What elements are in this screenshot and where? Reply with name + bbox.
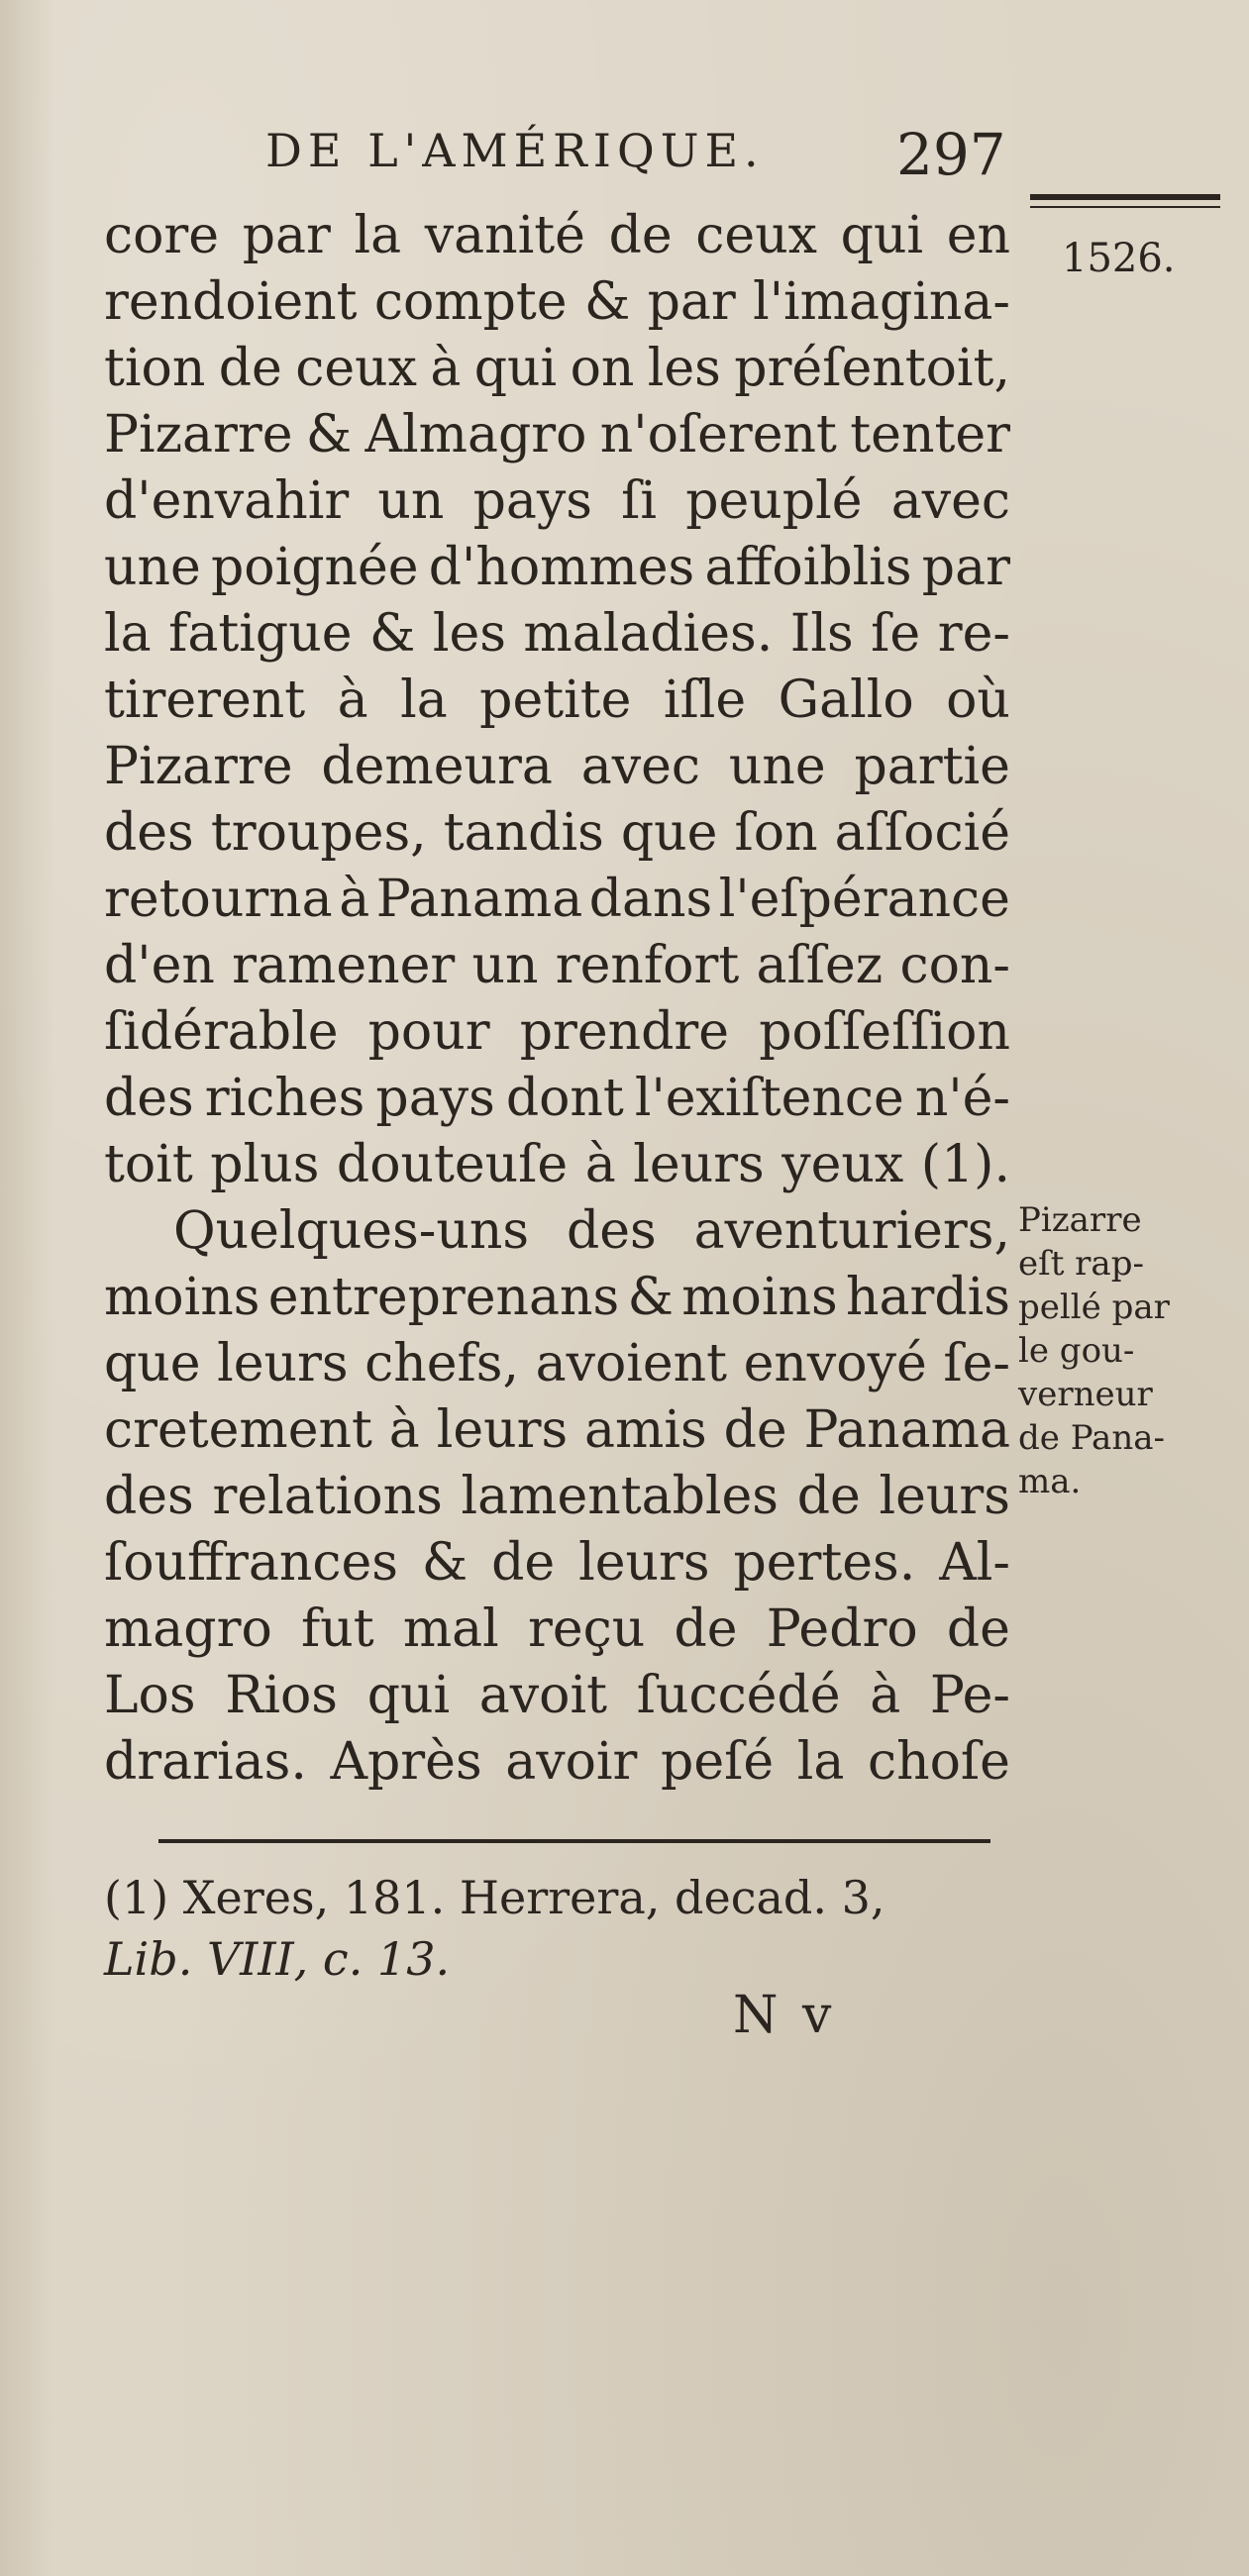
text-line: rendoient compte & par l'imagina- <box>104 272 1010 332</box>
text-line: d'en ramener un renfort aſſez con- <box>104 936 1010 995</box>
margin-note-line: pellé par <box>1018 1288 1170 1327</box>
footnote-line: Lib. VIII, c. 13. <box>104 1932 451 1986</box>
running-title: DE L'AMÉRIQUE. <box>265 124 765 177</box>
text-line: Pizarre & Almagro n'oſerent tenter <box>104 405 1010 464</box>
text-line: une poignée d'hommes affoiblis par <box>104 538 1010 597</box>
margin-note-line: eſt rap- <box>1018 1244 1144 1284</box>
header-rule <box>1030 194 1220 200</box>
margin-year: 1526. <box>1062 236 1176 281</box>
margin-note-line: ma. <box>1018 1462 1082 1501</box>
text-line: drarias. Après avoir peſé la choſe <box>104 1732 1010 1792</box>
text-line: toit plus douteuſe à leurs yeux (1). <box>104 1135 1010 1194</box>
text-line: core par la vanité de ceux qui en <box>104 206 1010 265</box>
page-number: 297 <box>896 121 1006 188</box>
text-line: des relations lamentables de leurs <box>104 1467 1010 1526</box>
body-text <box>104 203 1010 1796</box>
text-line: magro fut mal reçu de Pedro de <box>104 1599 1010 1659</box>
text-line: retourna à Panama dans l'eſpérance <box>104 870 1010 929</box>
marginal-note <box>1018 1198 1241 1503</box>
text-line: des troupes, tandis que ſon aſſocié <box>104 803 1010 863</box>
text-line: ſidérable pour prendre poſſeſſion <box>104 1002 1010 1062</box>
signature-mark: N v <box>733 1986 836 2045</box>
margin-note-line: verneur <box>1018 1375 1153 1414</box>
text-line: Pizarre demeura avec une partie <box>104 737 1010 796</box>
text-line: des riches pays dont l'exiſtence n'é- <box>104 1069 1010 1128</box>
footnote-rule <box>158 1839 990 1843</box>
text-line: d'envahir un pays ſi peuplé avec <box>104 471 1010 531</box>
margin-note-line: le gou- <box>1018 1331 1135 1371</box>
text-line: tion de ceux à qui on les préſentoit, <box>104 339 1010 398</box>
header-rule-thin <box>1030 206 1220 208</box>
text-line: cretement à leurs amis de Panama <box>104 1400 1010 1460</box>
text-line: Los Rios qui avoit ſuccédé à Pe- <box>104 1666 1010 1725</box>
text-line: que leurs chefs, avoient envoyé ſe- <box>104 1334 1010 1393</box>
text-line: ſouffrances & de leurs pertes. Al- <box>104 1533 1010 1593</box>
page-edge-shadow <box>0 0 54 2576</box>
paragraph-first-line: Quelques-uns des aventuriers, <box>173 1201 1010 1261</box>
text-line: tirerent à la petite iſle Gallo où <box>104 670 1010 730</box>
footnote <box>104 1867 995 1990</box>
margin-note-line: de Pana- <box>1018 1418 1165 1458</box>
margin-note-line: Pizarre <box>1018 1200 1142 1240</box>
footnote-line: (1) Xeres, 181. Herrera, decad. 3, <box>104 1871 885 1924</box>
text-line: la fatigue & les maladies. Ils ſe re- <box>104 604 1010 664</box>
text-line: moins entreprenans & moins hardis <box>104 1268 1010 1327</box>
